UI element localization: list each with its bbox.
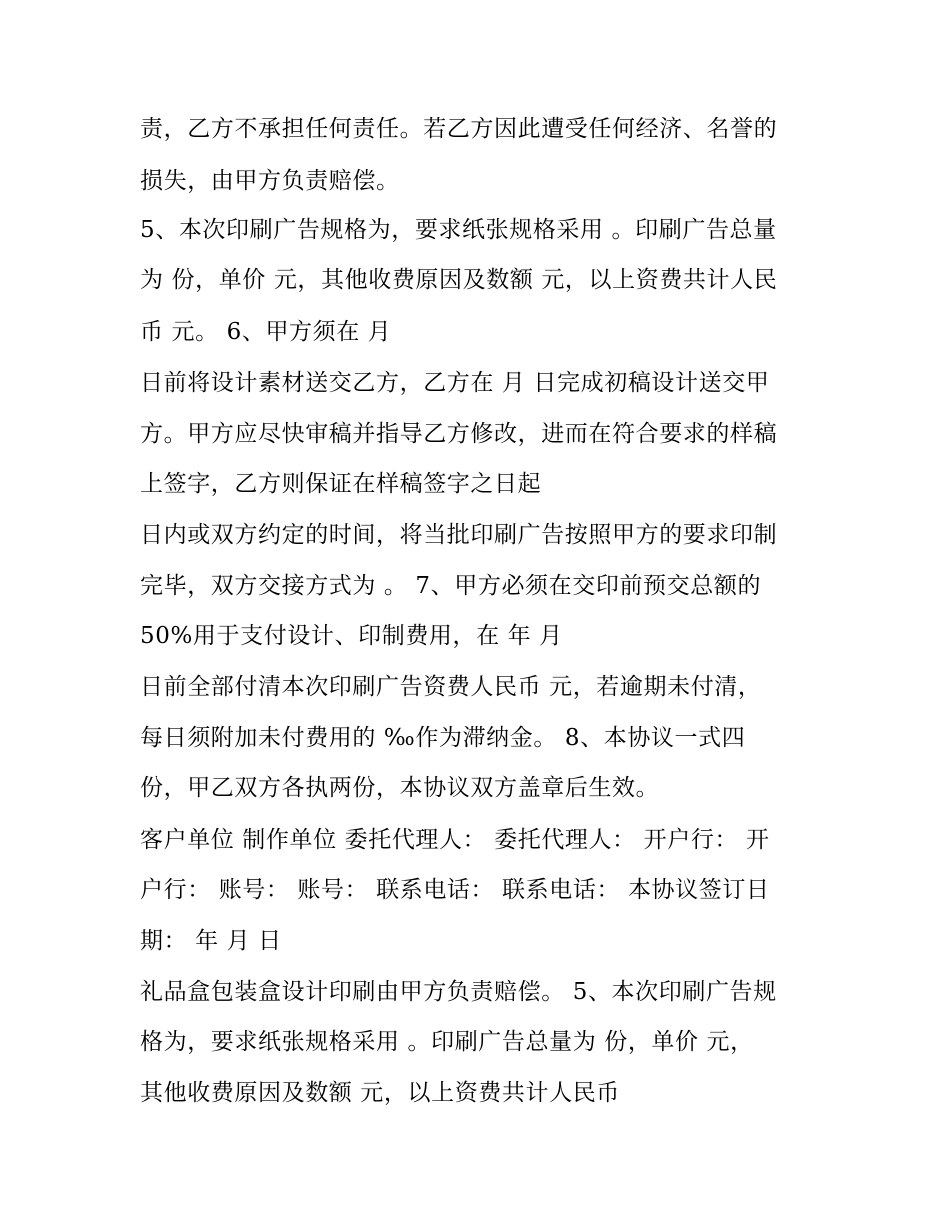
text-line-3: 5、本次印刷广告规格为，要求纸张规格采用 。印刷广告总量 <box>140 217 777 243</box>
text-line-9: 日内或双方约定的时间，将当批印刷广告按照甲方的要求印制 <box>140 522 778 548</box>
text-line-16: 户行： 账号： 账号： 联系电话： 联系电话： 本协议签订日 <box>140 877 770 903</box>
text-line-17: 期： 年 月 日 <box>140 928 282 954</box>
text-line-11: 50%用于支付设计、印制费用，在 年 月 <box>140 623 563 649</box>
text-line-1: 责，乙方不承担任何责任。若乙方因此遭受任何经济、名誉的 <box>140 116 778 142</box>
text-line-12: 日前全部付清本次印刷广告资费人民币 元，若逾期未付清， <box>140 674 762 700</box>
text-line-18: 礼品盒包装盒设计印刷由甲方负责赔偿。 5、本次印刷广告规 <box>140 979 777 1005</box>
text-line-4: 为 份，单价 元，其他收费原因及数额 元，以上资费共计人民 <box>140 267 778 293</box>
text-line-20: 其他收费原因及数额 元，以上资费共计人民币 <box>140 1080 620 1106</box>
text-line-7: 方。甲方应尽快审稿并指导乙方修改，进而在符合要求的样稿 <box>140 421 778 447</box>
text-line-15: 客户单位 制作单位 委托代理人： 委托代理人： 开户行： 开 <box>140 827 770 853</box>
text-line-2: 损失，由甲方负责赔偿。 <box>140 168 400 194</box>
text-line-5: 币 元。 6、甲方须在 月 <box>140 319 392 345</box>
text-line-10: 完毕，双方交接方式为 。 7、甲方必须在交印前预交总额的 <box>140 573 762 599</box>
text-line-8: 上签字，乙方则保证在样稿签字之日起 <box>140 471 542 497</box>
text-line-6: 日前将设计素材送交乙方，乙方在 月 日完成初稿设计送交甲 <box>140 370 770 396</box>
text-line-19: 格为，要求纸张规格采用 。印刷广告总量为 份，单价 元， <box>140 1029 754 1055</box>
text-line-13: 每日须附加未付费用的 ‰作为滞纳金。 8、本协议一式四 <box>140 725 746 751</box>
text-line-14: 份，甲乙双方各执两份，本协议双方盖章后生效。 <box>140 775 660 801</box>
